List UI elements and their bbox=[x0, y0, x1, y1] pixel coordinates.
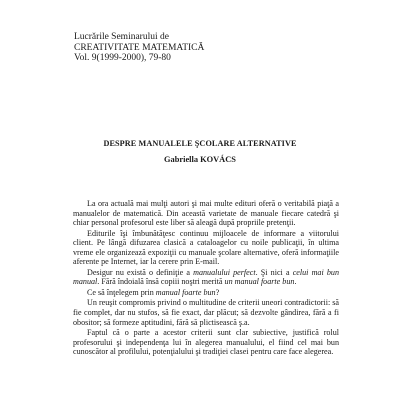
paragraph-3-emphasis-3: un manual foarte bun bbox=[224, 277, 295, 287]
paragraph-3-text-d: . bbox=[294, 277, 297, 287]
paragraph-5: Un reuşit compromis privind o multitudine de criterii uneori contradictorii: să fie complet, dar nu stufos, să fie exact, dar plăcut; să dezvolte gândirea, fără a fi obositor; să formeze aptitudini, fără să plictisească ş.a. bbox=[73, 298, 339, 327]
paragraph-3-text-b: . Şi nici a bbox=[255, 267, 293, 277]
paragraph-4-emphasis: manual foarte bun bbox=[155, 287, 216, 297]
paragraph-3 bbox=[73, 268, 339, 287]
paragraph-4 bbox=[73, 288, 339, 298]
paragraph-4-text-a: Ce să înţelegem prin bbox=[87, 287, 156, 297]
journal-title: CREATIVITATE MATEMATICĂ bbox=[74, 42, 205, 53]
article-body bbox=[73, 199, 339, 357]
paragraph-6: Faptul că o parte a acestor criterii sunt clar subiective, justifică rolul profesorului şi independenţa lui în alegerea manualului, el fiind cel mai bun cunoscător al profilului, potenţialului şi tradiţiei clasei pentru care face alegerea. bbox=[73, 328, 339, 357]
journal-header bbox=[74, 32, 204, 64]
paragraph-3-emphasis-2: celui mai bun manual bbox=[73, 267, 339, 287]
paragraph-3-emphasis-1: manualului perfect bbox=[193, 267, 256, 277]
article-title: DESPRE MANUALELE ŞCOLARE ALTERNATIVE bbox=[103, 139, 297, 148]
journal-volume: Vol. 9(1999-2000), 79-80 bbox=[74, 53, 171, 64]
paragraph-4-text-b: ? bbox=[215, 287, 220, 297]
paragraph-3-text-c: . Fără îndoială însă copiii noştri merită bbox=[97, 277, 225, 287]
paragraph-3-text-a: Desigur nu există o definiţie a bbox=[87, 267, 194, 277]
journal-name: Lucrările Seminarului de bbox=[74, 32, 169, 42]
article-author: Gabriella KOVÁCS bbox=[164, 155, 236, 164]
paragraph-1: La ora actuală mai mulţi autori şi mai multe edituri oferă o veritabilă piaţă a manualelor de matematică. Din această varietate de manuale fiecare catedră şi chiar personal profesorul este liber să aleagă după propriile pretenţii. bbox=[73, 199, 339, 228]
paragraph-2: Editurile îşi îmbunătăţesc continuu mijloacele de informare a viitorului client. Pe lângă difuzarea clasică a cataloagelor cu noile publicaţii, în ultima vreme ele organizează expoziţii cu manuale şcolare alternative, oferă informaţiile aferente pe Internet, iar la cerere prin E-mail. bbox=[73, 228, 339, 267]
